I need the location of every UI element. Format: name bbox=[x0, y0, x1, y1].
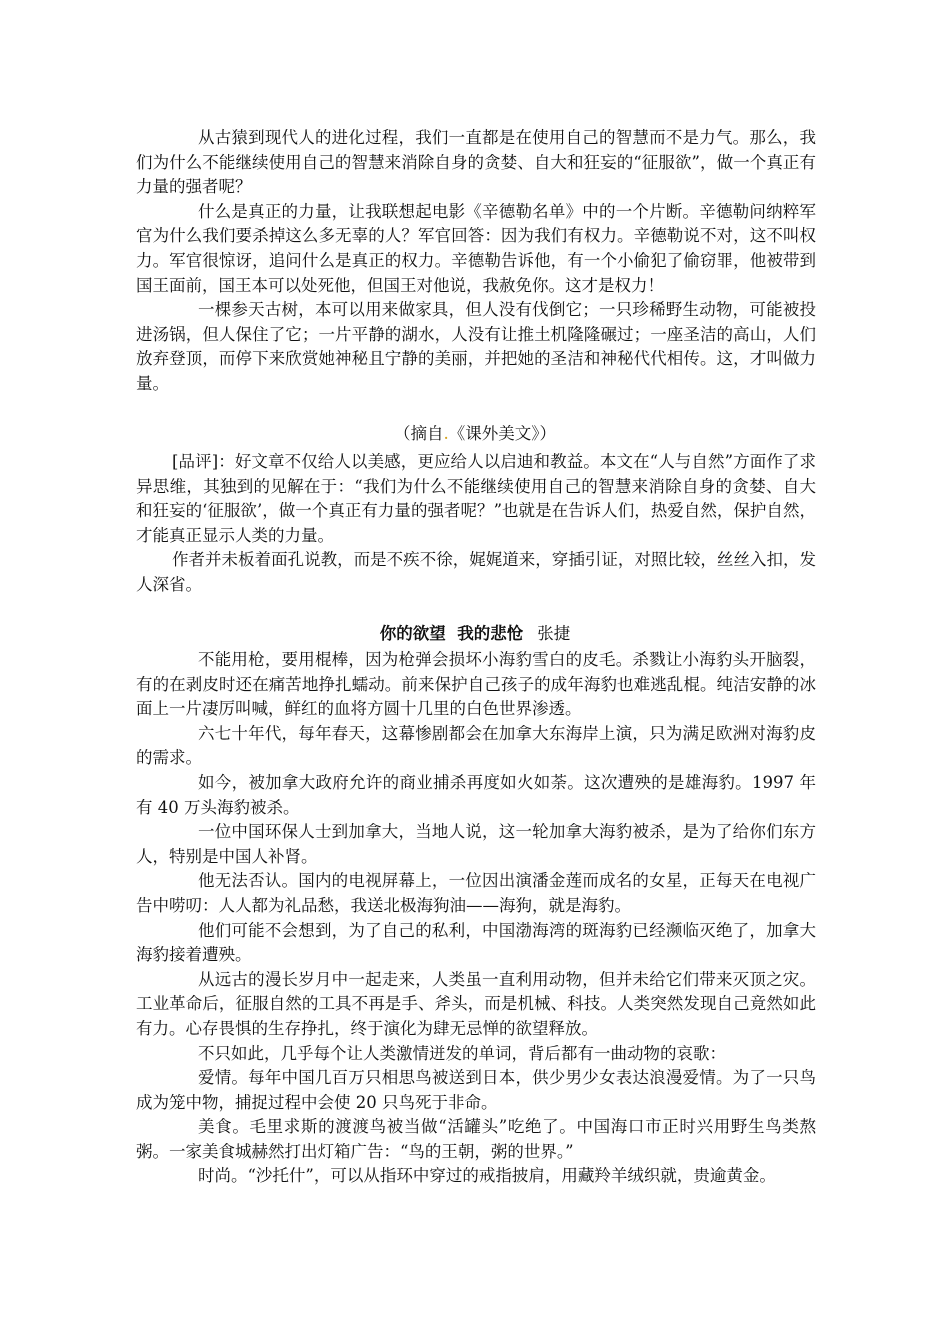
essay-paragraph: 什么是真正的力量，让我联想起电影《辛德勒名单》中的一个片断。辛德勒问纳粹军官为什么我们要杀掉这么多无辜的人？军官回答：因为我们有权力。辛德勒说不对，这不叫权力。军官很惊讶，追问什么是真正的权力。辛德勒告诉他，有一个小偷犯了偷窃罪，他被带到国王面前，国王本可以处死他，但国王对他说，我赦免你。这才是权力！ bbox=[136, 201, 816, 295]
article-title-text: 你的欲望 我的悲怆 bbox=[379, 624, 524, 643]
article-paragraph: 时尚。“沙托什”，可以从指环中穿过的戒指披肩，用藏羚羊绒织就，贵逾黄金。 bbox=[198, 1166, 776, 1186]
essay-paragraph: 一棵参天古树，本可以用来做家具，但人没有伐倒它；一只珍稀野生动物，可能被投进汤锅，但人保住了它；一片平静的湖水，人没有让推土机隆隆碾过；一座圣洁的高山，人们放弃登顶，而停下来欣赏她神秘且宁静的美丽，并把她的圣洁和神秘代代相传。这，才叫做力量。 bbox=[136, 300, 816, 393]
article-paragraph: 他无法否认。国内的电视屏幕上，一位因出演潘金莲而成名的女星，正每天在电视广告中唠叨：人人都为礼品愁，我送北极海狗油——海狗，就是海豹。 bbox=[136, 871, 816, 915]
article-paragraph: 六七十年代，每年春天，这幕惨剧都会在加拿大东海岸上演，只为满足欧洲对海豹皮的需求。 bbox=[136, 723, 816, 768]
article-author: 张捷 bbox=[537, 624, 571, 643]
review-paragraph: [品评]：好文章不仅给人以美感，更应给人以启迪和教益。本文在“人与自然”方面作了求异思维，其独到的见解在于：“我们为什么不能继续使用自己的智慧来消除自身的贪婪、自大和狂妄的‘征服欲’，做一个真正有力量的强者呢？”也就是在告诉人们，热爱自然，保护自然，才能真正显示人类的力量。 bbox=[136, 452, 816, 545]
article-paragraph: 不只如此，几乎每个让人类激情迸发的单词，背后都有一曲动物的哀歌： bbox=[198, 1043, 726, 1063]
source-dot: . bbox=[443, 424, 449, 443]
article-body bbox=[136, 648, 816, 1189]
article-title bbox=[0, 622, 950, 647]
article-paragraph: 一位中国环保人士到加拿大，当地人说，这一轮加拿大海豹被杀，是为了给你们东方人，特别是中国人补肾。 bbox=[136, 822, 816, 866]
article-paragraph: 从远古的漫长岁月中一起走来，人类虽一直利用动物，但并未给它们带来灭顶之灾。工业革命后，征服自然的工具不再是手、斧头，而是机械、科技。人类突然发现自己竟然如此有力。心存畏惧的生存挣扎，终于演化为肆无忌惮的欲望释放。 bbox=[136, 969, 816, 1038]
essay-paragraph: 从古猿到现代人的进化过程，我们一直都是在使用自己的智慧而不是力气。那么，我们为什么不能继续使用自己的智慧来消除自身的贪婪、自大和狂妄的“征服欲”，做一个真正有力量的强者呢？ bbox=[136, 128, 816, 197]
source-citation bbox=[0, 422, 950, 447]
essay-section bbox=[136, 126, 816, 397]
article-paragraph: 美食。毛里求斯的渡渡鸟被当做“活罐头”吃绝了。中国海口市正时兴用野生鸟类熬粥。一家美食城赫然打出灯箱广告：“鸟的王朝，粥的世界。” bbox=[136, 1117, 816, 1161]
article-paragraph: 不能用枪，要用棍棒，因为枪弹会损坏小海豹雪白的皮毛。杀戮让小海豹头开脑裂，有的在剥皮时还在痛苦地挣扎蠕动。前来保护自己孩子的成年海豹也难逃乱棍。纯洁安静的冰面上一片凄厉叫喊，鲜红的血将方圆十几里的白色世界渗透。 bbox=[136, 650, 816, 719]
article-paragraph: 如今，被加拿大政府允许的商业捕杀再度如火如荼。这次遭殃的是雄海豹。1997 年有 40 万头海豹被杀。 bbox=[136, 772, 816, 817]
review-section bbox=[136, 450, 816, 598]
source-prefix: （摘自 bbox=[394, 424, 444, 443]
article-paragraph: 他们可能不会想到，为了自己的私利，中国渤海湾的斑海豹已经濒临灭绝了，加拿大海豹接着遭殃。 bbox=[136, 920, 816, 965]
review-paragraph: 作者并未板着面孔说教，而是不疾不徐，娓娓道来，穿插引证，对照比较，丝丝入扣，发人深省。 bbox=[136, 550, 816, 594]
source-book: 《课外美文》 bbox=[448, 424, 540, 443]
source-suffix: ） bbox=[539, 424, 556, 443]
article-paragraph: 爱情。每年中国几百万只相思鸟被送到日本，供少男少女表达浪漫爱情。为了一只鸟成为笼中物，捕捉过程中会使 20 只鸟死于非命。 bbox=[136, 1068, 816, 1112]
